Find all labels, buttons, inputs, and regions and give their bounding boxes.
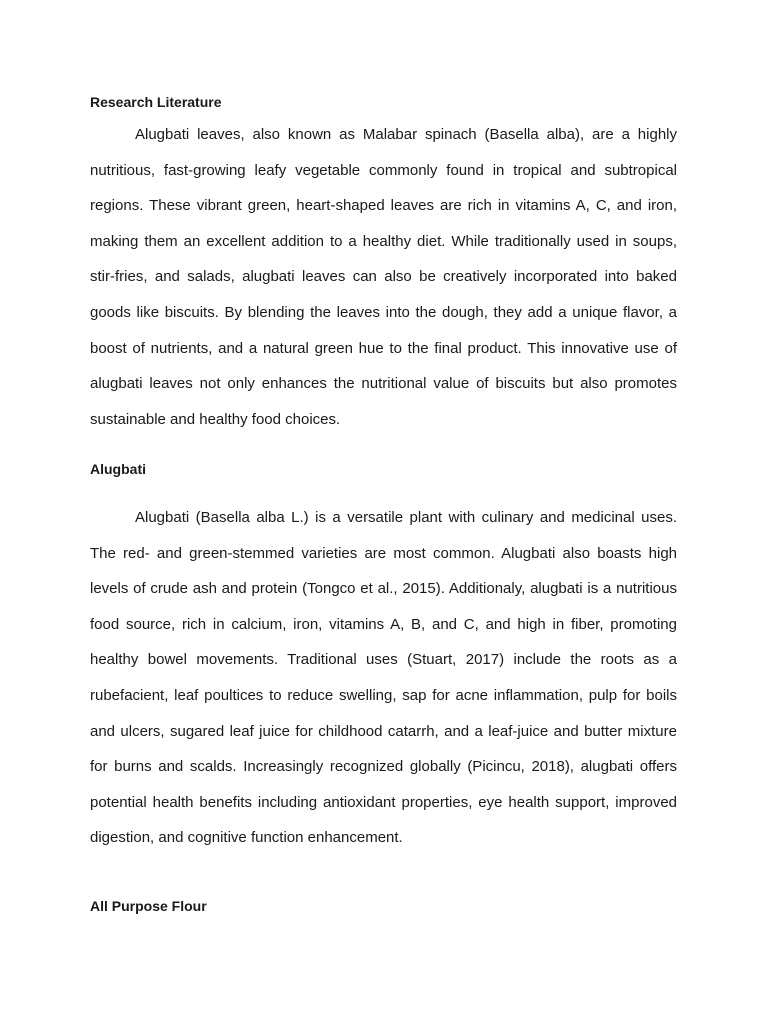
section-heading-all-purpose-flour: All Purpose Flour [90,898,207,914]
section-heading-research-literature: Research Literature [90,94,222,110]
paragraph-research-literature: Alugbati leaves, also known as Malabar spinach (Basella alba), are a highly nutritious, fast-growing leafy vegetable commonly found in tropical and subtropical regions. These vibrant green, heart-shaped leaves are rich in vitamins A, C, and iron, making them an excellent addition to a healthy diet. While traditionally used in soups, stir-fries, and salads, alugbati leaves can also be creatively incorporated into baked goods like biscuits. By blending the leaves into the dough, they add a unique flavor, a boost of nutrients, and a natural green hue to the final product. This innovative use of alugbati leaves not only enhances the nutritional value of biscuits but also promotes sustainable and healthy food choices. [90,126,677,428]
paragraph-alugbati: Alugbati (Basella alba L.) is a versatile plant with culinary and medicinal uses. The red- and green-stemmed varieties are most common. Alugbati also boasts high levels of crude ash and protein (Tongco et al., 2015). Additionaly, alugbati is a nutritious food source, rich in calcium, iron, vitamins A, B, and C, and high in fiber, promoting healthy bowel movements. Traditional uses (Stuart, 2017) include the roots as a rubefacient, leaf poultices to reduce swelling, sap for acne inflammation, pulp for boils and ulcers, sugared leaf juice for childhood catarrh, and a leaf-juice and butter mixture for burns and scalds. Increasingly recognized globally (Picincu, 2018), alugbati offers potential health benefits including antioxidant properties, eye health support, improved digestion, and cognitive function enhancement. [90,509,677,847]
section-heading-alugbati: Alugbati [90,461,146,477]
